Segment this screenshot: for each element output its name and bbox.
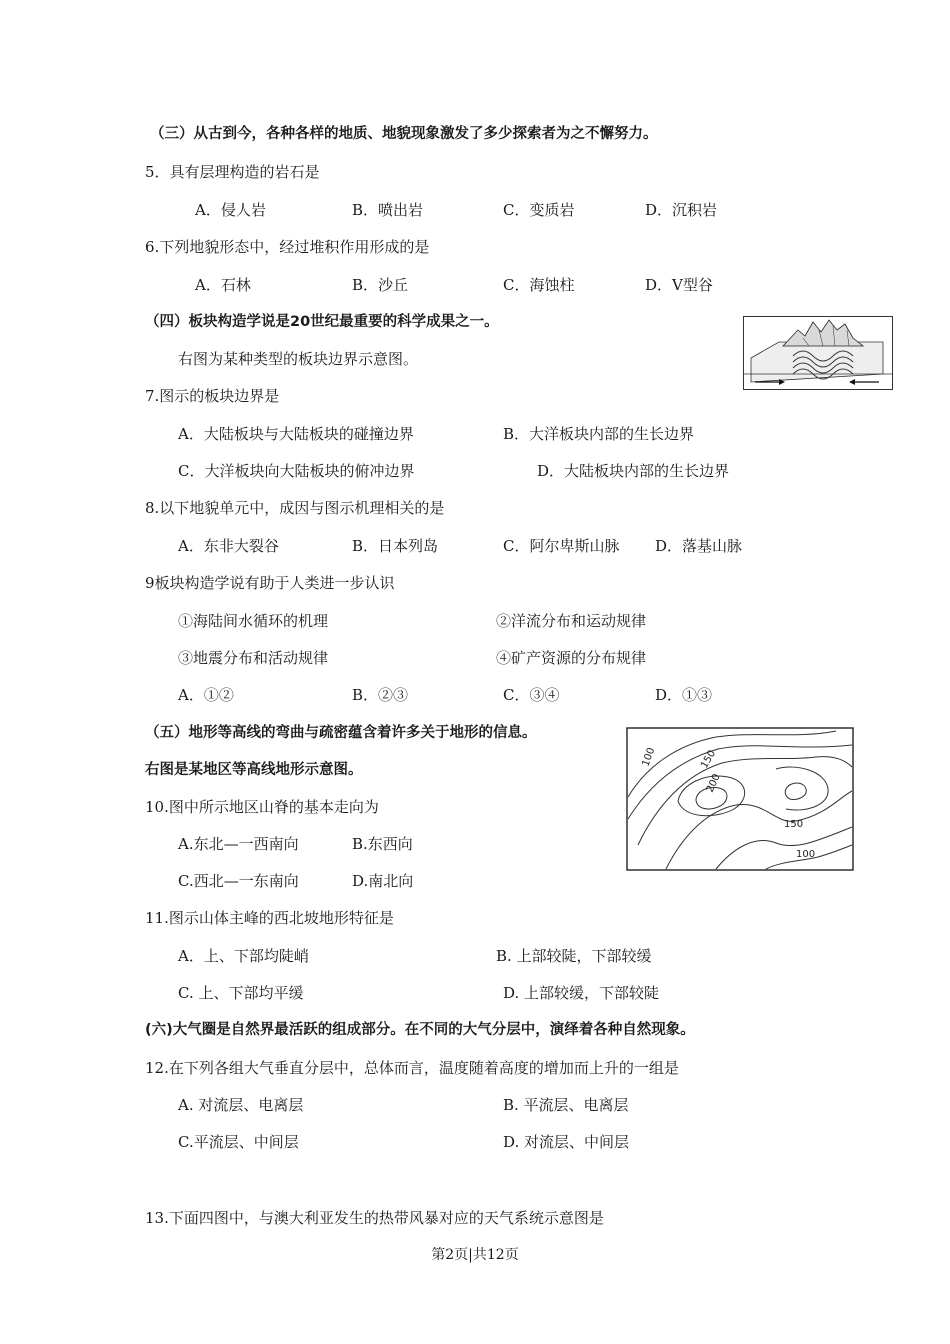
q8-option-d: D．落基山脉 (655, 537, 743, 555)
q8-option-b: B．日本列岛 (352, 537, 439, 555)
section-3-heading: （三）从古到今，各种各样的地质、地貌现象激发了多少探索者为之不懈努力。 (150, 126, 658, 142)
q7-option-d: D．大陆板块内部的生长边界 (537, 462, 730, 480)
question-10-stem: 10.图中所示地区山脊的基本走向为 (145, 798, 379, 816)
q8-option-a: A．东非大裂谷 (178, 537, 279, 555)
question-8-stem: 8.以下地貌单元中，成因与图示机理相关的是 (145, 499, 445, 517)
q12-option-a: A. 对流层、电离层 (178, 1096, 304, 1114)
q7-option-a: A．大陆板块与大陆板块的碰撞边界 (178, 425, 414, 443)
q7-option-b: B．大洋板块内部的生长边界 (503, 425, 695, 443)
q9-item-4: ④矿产资源的分布规律 (496, 649, 647, 667)
q6-option-a: A．石林 (195, 276, 251, 294)
question-13-stem: 13.下面四图中，与澳大利亚发生的热带风暴对应的天气系统示意图是 (145, 1209, 604, 1227)
q5-option-b: B．喷出岩 (352, 201, 424, 219)
section-4-heading: （四）板块构造学说是20世纪最重要的科学成果之一。 (145, 314, 499, 330)
q10-option-c: C.西北—一东南向 (178, 872, 299, 890)
q9-item-1: ①海陆间水循环的机理 (178, 612, 329, 630)
q11-option-b: B. 上部较陡，下部较缓 (496, 947, 652, 965)
q12-option-d: D. 对流层、中间层 (503, 1133, 630, 1151)
q11-option-a: A．上、下部均陡峭 (178, 947, 309, 965)
page-footer: 第2页|共12页 (431, 1247, 519, 1263)
section-5-intro: 右图是某地区等高线地形示意图。 (145, 762, 363, 778)
q11-option-d: D. 上部较缓，下部较陡 (503, 984, 660, 1002)
contour-label-100-bottom: 100 (796, 849, 816, 860)
q9-item-2: ②洋流分布和运动规律 (496, 612, 647, 630)
question-9-stem: 9板块构造学说有助于人类进一步认识 (145, 574, 395, 592)
q12-option-c: C.平流层、中间层 (178, 1133, 299, 1151)
q7-option-c: C．大洋板块向大陆板块的俯冲边界 (178, 462, 415, 480)
q9-option-a: A．①② (178, 686, 234, 704)
q5-option-c: C．变质岩 (503, 201, 575, 219)
q5-option-d: D．沉积岩 (645, 201, 718, 219)
question-11-stem: 11.图示山体主峰的西北坡地形特征是 (145, 909, 394, 927)
contour-map-figure (626, 727, 854, 871)
q11-option-c: C. 上、下部均平缓 (178, 984, 304, 1002)
contour-label-100-top: 100 (640, 746, 658, 769)
q8-option-c: C．阿尔卑斯山脉 (503, 537, 620, 555)
question-7-stem: 7.图示的板块边界是 (145, 387, 280, 405)
q12-option-b: B. 平流层、电离层 (503, 1096, 629, 1114)
q9-option-d: D．①③ (655, 686, 713, 704)
q9-option-c: C．③④ (503, 686, 560, 704)
section-4-intro: 右图为某种类型的板块边界示意图。 (178, 350, 419, 368)
q10-option-a: A.东北—一西南向 (178, 835, 299, 853)
q9-item-3: ③地震分布和活动规律 (178, 649, 329, 667)
q6-option-b: B．沙丘 (352, 276, 409, 294)
section-5-heading: （五）地形等高线的弯曲与疏密蕴含着许多关于地形的信息。 (145, 725, 537, 741)
contour-label-150-bottom: 150 (784, 819, 804, 830)
q10-option-d: D.南北向 (352, 872, 414, 890)
q10-option-b: B.东西向 (352, 835, 413, 853)
contour-label-200: 200 (704, 772, 723, 795)
question-5-stem: 5．具有层理构造的岩石是 (145, 163, 320, 181)
q9-option-b: B．②③ (352, 686, 409, 704)
contour-label-150-top: 150 (699, 748, 719, 771)
section-6-heading: (六)大气圈是自然界最活跃的组成部分。在不同的大气分层中，演绎着各种自然现象。 (145, 1022, 695, 1038)
q6-option-d: D．V型谷 (645, 276, 713, 294)
q5-option-a: A．侵人岩 (195, 201, 266, 219)
plate-boundary-figure (743, 316, 893, 390)
q6-option-c: C．海蚀柱 (503, 276, 575, 294)
question-12-stem: 12.在下列各组大气垂直分层中，总体而言，温度随着高度的增加而上升的一组是 (145, 1059, 679, 1077)
question-6-stem: 6.下列地貌形态中，经过堆积作用形成的是 (145, 238, 430, 256)
